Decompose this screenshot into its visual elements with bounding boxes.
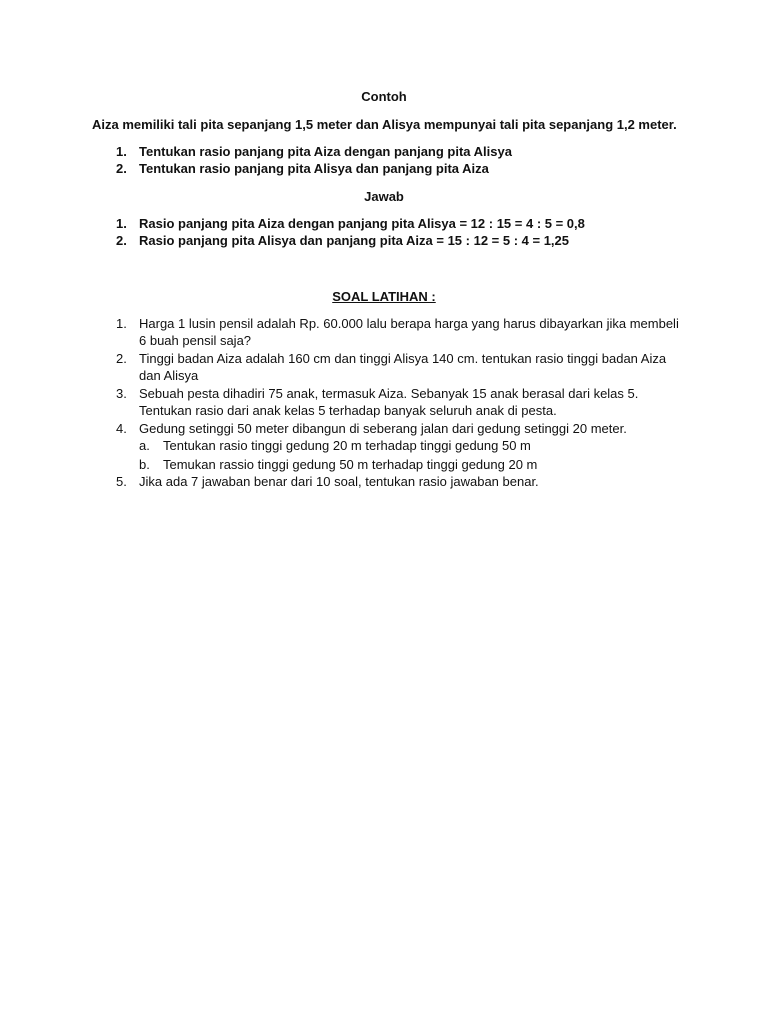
sub-item-letter: b. [139, 457, 150, 472]
latihan-heading: SOAL LATIHAN : [332, 289, 436, 304]
answer-text: Rasio panjang pita Aiza dengan panjang pita Alisya = 12 : 15 = 4 : 5 = 0,8 [139, 216, 585, 231]
answer-number: 2. [116, 233, 127, 248]
question-text: Tentukan rasio panjang pita Alisya dan panjang pita Aiza [139, 161, 489, 176]
exercise-line: dan Alisya [139, 368, 199, 383]
sub-item-text: Tentukan rasio tinggi gedung 20 m terhadap tinggi gedung 50 m [163, 438, 531, 453]
exercise-number: 3. [116, 386, 127, 401]
answer-text: Rasio panjang pita Alisya dan panjang pita Aiza = 15 : 12 = 5 : 4 = 1,25 [139, 233, 569, 248]
exercise-number: 1. [116, 316, 127, 331]
exercise-line: Tinggi badan Aiza adalah 160 cm dan tinggi Alisya 140 cm. tentukan rasio tinggi badan Aiza [139, 351, 667, 366]
exercise-line: Jika ada 7 jawaban benar dari 10 soal, tentukan rasio jawaban benar. [139, 474, 539, 489]
exercise-line: 6 buah pensil saja? [139, 333, 252, 348]
exercise-number: 5. [116, 474, 127, 489]
exercise-line: Harga 1 lusin pensil adalah Rp. 60.000 lalu berapa harga yang harus dibayarkan jika membeli [139, 316, 679, 331]
exercise-line: Sebuah pesta dihadiri 75 anak, termasuk Aiza. Sebanyak 15 anak berasal dari kelas 5. [139, 386, 639, 401]
question-number: 1. [116, 144, 127, 159]
contoh-heading: Contoh [361, 89, 407, 104]
answer-number: 1. [116, 216, 127, 231]
exercise-number: 4. [116, 421, 127, 436]
exercise-line: Tentukan rasio dari anak kelas 5 terhadap banyak seluruh anak di pesta. [139, 403, 557, 418]
exercise-line: Gedung setinggi 50 meter dibangun di seberang jalan dari gedung setinggi 20 meter. [139, 421, 627, 436]
sub-item-letter: a. [139, 438, 150, 453]
jawab-heading: Jawab [364, 189, 404, 204]
sub-item-text: Temukan rassio tinggi gedung 50 m terhadap tinggi gedung 20 m [163, 457, 538, 472]
question-number: 2. [116, 161, 127, 176]
problem-statement: Aiza memiliki tali pita sepanjang 1,5 meter dan Alisya mempunyai tali pita sepanjang 1,2 meter. [92, 117, 677, 132]
question-text: Tentukan rasio panjang pita Aiza dengan panjang pita Alisya [139, 144, 512, 159]
exercise-number: 2. [116, 351, 127, 366]
